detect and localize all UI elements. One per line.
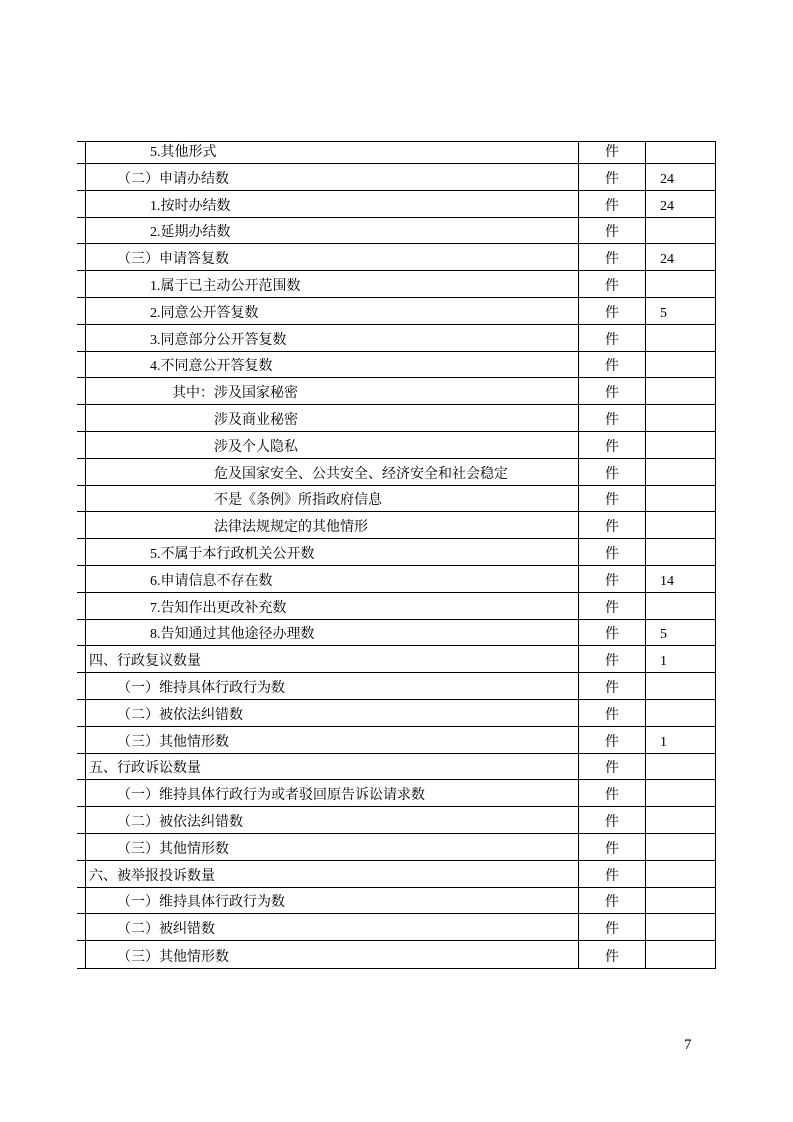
table-row xyxy=(86,914,715,941)
table-row xyxy=(86,700,715,727)
row-label: （二）申请办结数 xyxy=(86,164,579,190)
table-row xyxy=(86,593,715,620)
table-row xyxy=(86,888,715,915)
row-unit-cell: 件 xyxy=(579,218,646,244)
table-row xyxy=(86,191,715,218)
row-label: 3.同意部分公开答复数 xyxy=(86,325,579,351)
row-unit-cell: 件 xyxy=(579,352,646,378)
row-unit-cell: 件 xyxy=(579,861,646,887)
row-unit-cell: 件 xyxy=(579,673,646,699)
row-unit-cell: 件 xyxy=(579,244,646,270)
table-row xyxy=(86,298,715,325)
table-row xyxy=(86,271,715,298)
row-unit-cell: 件 xyxy=(579,512,646,538)
row-label: 四、行政复议数量 xyxy=(86,646,579,672)
row-label: （三）其他情形数 xyxy=(86,834,579,860)
row-value-cell xyxy=(646,271,713,297)
row-unit-cell: 件 xyxy=(579,539,646,565)
table-row xyxy=(86,218,715,245)
row-value-cell xyxy=(646,754,713,780)
row-label: 危及国家安全、公共安全、经济安全和社会稳定 xyxy=(86,459,579,485)
row-label: 5.其他形式 xyxy=(86,142,579,163)
row-value-cell: 1 xyxy=(660,734,667,750)
row-unit-cell: 件 xyxy=(579,378,646,404)
row-value-cell: 1 xyxy=(660,654,667,670)
row-label: （二）被纠错数 xyxy=(86,914,579,940)
table-row xyxy=(86,620,715,647)
row-label: （一）维持具体行政行为数 xyxy=(86,888,579,914)
row-unit-cell: 件 xyxy=(579,888,646,914)
row-unit-cell: 件 xyxy=(579,271,646,297)
row-unit-cell: 件 xyxy=(579,459,646,485)
row-value-cell xyxy=(646,432,713,458)
table-row xyxy=(86,164,715,191)
row-value-cell xyxy=(646,539,713,565)
row-value-cell xyxy=(646,405,713,431)
row-value-cell: 14 xyxy=(660,573,674,589)
row-unit-cell: 件 xyxy=(579,191,646,217)
table-row xyxy=(86,352,715,379)
row-label: 2.同意公开答复数 xyxy=(86,298,579,324)
row-label: （二）被依法纠错数 xyxy=(86,807,579,833)
row-unit-cell: 件 xyxy=(579,432,646,458)
row-label: （三）其他情形数 xyxy=(86,727,579,753)
row-label: （一）维持具体行政行为数 xyxy=(86,673,579,699)
row-label: （三）申请答复数 xyxy=(86,244,579,270)
row-label: 涉及商业秘密 xyxy=(86,405,579,431)
row-value-cell: 24 xyxy=(660,198,674,214)
row-value-cell xyxy=(646,512,713,538)
row-value-cell xyxy=(646,941,713,968)
row-unit-cell: 件 xyxy=(579,727,646,753)
row-value-cell xyxy=(646,834,713,860)
table-row xyxy=(86,325,715,352)
row-value-cell: 5 xyxy=(660,305,667,321)
row-label: 8.告知通过其他途径办理数 xyxy=(86,620,579,646)
row-unit-cell: 件 xyxy=(579,700,646,726)
row-value-cell xyxy=(646,459,713,485)
table-row xyxy=(86,566,715,593)
row-value-cell: 5 xyxy=(660,627,667,643)
page-number: 7 xyxy=(684,1037,692,1053)
row-label: （一）维持具体行政行为或者驳回原告诉讼请求数 xyxy=(86,780,579,806)
row-unit-cell: 件 xyxy=(579,325,646,351)
row-label: 1.按时办结数 xyxy=(86,191,579,217)
row-value-cell xyxy=(646,142,713,163)
row-value-cell xyxy=(646,378,713,404)
table-row xyxy=(86,459,715,486)
table-row xyxy=(86,432,715,459)
row-value-cell xyxy=(646,352,713,378)
row-label: 五、行政诉讼数量 xyxy=(86,754,579,780)
table-row xyxy=(86,807,715,834)
row-label: （二）被依法纠错数 xyxy=(86,700,579,726)
row-value-cell xyxy=(646,325,713,351)
row-value-cell xyxy=(646,218,713,244)
table-row xyxy=(86,244,715,271)
table-row xyxy=(86,646,715,673)
row-unit-cell: 件 xyxy=(579,754,646,780)
table-row xyxy=(86,378,715,405)
row-unit-cell: 件 xyxy=(579,834,646,860)
row-value-cell xyxy=(646,780,713,806)
table-row xyxy=(86,941,715,968)
row-label: 1.属于已主动公开范围数 xyxy=(86,271,579,297)
row-label: 7.告知作出更改补充数 xyxy=(86,593,579,619)
table-row xyxy=(86,539,715,566)
statistics-table xyxy=(85,141,716,969)
row-unit-cell: 件 xyxy=(579,941,646,968)
row-unit-cell: 件 xyxy=(579,298,646,324)
row-unit-cell: 件 xyxy=(579,405,646,431)
row-unit-cell: 件 xyxy=(579,914,646,940)
table-row xyxy=(86,834,715,861)
row-value-cell xyxy=(646,673,713,699)
row-unit-cell: 件 xyxy=(579,486,646,512)
table-row xyxy=(86,405,715,432)
row-label: 6.申请信息不存在数 xyxy=(86,566,579,592)
row-label: 4.不同意公开答复数 xyxy=(86,352,579,378)
table-row xyxy=(86,780,715,807)
row-label: 不是《条例》所指政府信息 xyxy=(86,486,579,512)
table-row xyxy=(86,754,715,781)
row-unit-cell: 件 xyxy=(579,807,646,833)
row-value-cell xyxy=(646,486,713,512)
table-row xyxy=(86,673,715,700)
row-value-cell xyxy=(646,593,713,619)
row-unit-cell: 件 xyxy=(579,620,646,646)
table-row xyxy=(86,486,715,513)
row-label: 六、被举报投诉数量 xyxy=(86,861,579,887)
row-label: 法律法规规定的其他情形 xyxy=(86,512,579,538)
row-label: 其中：涉及国家秘密 xyxy=(86,378,579,404)
row-label: 涉及个人隐私 xyxy=(86,432,579,458)
row-value-cell xyxy=(646,914,713,940)
row-unit-cell: 件 xyxy=(579,566,646,592)
row-unit-cell: 件 xyxy=(579,164,646,190)
table-row xyxy=(86,142,715,164)
row-value-cell: 24 xyxy=(660,171,674,187)
row-label: 2.延期办结数 xyxy=(86,218,579,244)
table-row xyxy=(86,861,715,888)
row-unit-cell: 件 xyxy=(579,780,646,806)
row-value-cell xyxy=(646,888,713,914)
row-unit-cell: 件 xyxy=(579,142,646,163)
row-value-cell xyxy=(646,861,713,887)
row-unit-cell: 件 xyxy=(579,646,646,672)
row-label: （三）其他情形数 xyxy=(86,941,579,968)
table-row xyxy=(86,727,715,754)
row-value-cell xyxy=(646,700,713,726)
row-value-cell: 24 xyxy=(660,252,674,268)
row-unit-cell: 件 xyxy=(579,593,646,619)
row-label: 5.不属于本行政机关公开数 xyxy=(86,539,579,565)
row-value-cell xyxy=(646,807,713,833)
table-row xyxy=(86,512,715,539)
